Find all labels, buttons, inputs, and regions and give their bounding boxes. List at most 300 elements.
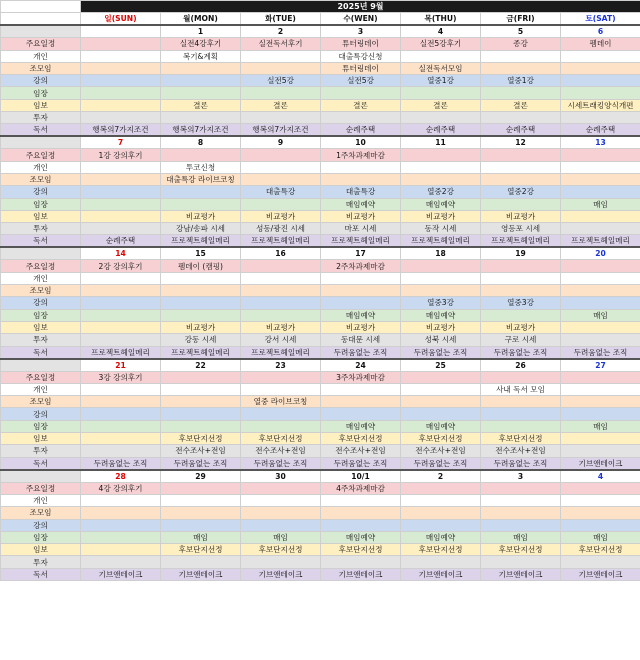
schedule-cell[interactable]: [481, 50, 561, 62]
schedule-cell[interactable]: [321, 408, 401, 420]
schedule-cell[interactable]: [81, 50, 161, 62]
schedule-cell[interactable]: [481, 494, 561, 506]
row-label-reading[interactable]: 독서: [1, 457, 81, 470]
schedule-cell[interactable]: 기브앤테이크: [561, 568, 640, 580]
schedule-cell[interactable]: 강서 시세: [241, 334, 321, 346]
schedule-cell[interactable]: 실전5강: [241, 75, 321, 87]
date-cell[interactable]: 25: [401, 359, 481, 372]
schedule-cell[interactable]: 동대문 시세: [321, 334, 401, 346]
schedule-cell[interactable]: 매임: [161, 531, 241, 543]
schedule-cell[interactable]: [561, 408, 640, 420]
schedule-cell[interactable]: 두려움없는 조직: [401, 346, 481, 359]
date-cell[interactable]: 23: [241, 359, 321, 372]
schedule-cell[interactable]: 복기&계획: [161, 50, 241, 62]
schedule-cell[interactable]: [81, 445, 161, 457]
schedule-cell[interactable]: [241, 50, 321, 62]
date-cell[interactable]: 10/1: [321, 470, 401, 483]
schedule-cell[interactable]: [481, 260, 561, 272]
schedule-cell[interactable]: [561, 210, 640, 222]
schedule-cell[interactable]: 후보단지선정: [481, 544, 561, 556]
schedule-cell[interactable]: 3주차과제마감: [321, 371, 401, 383]
schedule-cell[interactable]: [81, 383, 161, 395]
row-label-imjang[interactable]: 임장: [1, 198, 81, 210]
schedule-cell[interactable]: 기브앤테이크: [161, 568, 241, 580]
row-label-reading[interactable]: 독서: [1, 568, 81, 580]
date-cell[interactable]: 21: [81, 359, 161, 372]
schedule-cell[interactable]: [401, 112, 481, 124]
schedule-cell[interactable]: 결론: [241, 99, 321, 111]
schedule-cell[interactable]: [241, 112, 321, 124]
schedule-cell[interactable]: [561, 396, 640, 408]
schedule-cell[interactable]: [481, 149, 561, 161]
date-cell[interactable]: 22: [161, 359, 241, 372]
schedule-cell[interactable]: [401, 383, 481, 395]
schedule-cell[interactable]: 비교평가: [321, 321, 401, 333]
date-cell[interactable]: 2: [241, 25, 321, 38]
row-label-lecture[interactable]: 강의: [1, 408, 81, 420]
schedule-cell[interactable]: 매임예약: [321, 198, 401, 210]
schedule-cell[interactable]: [401, 556, 481, 568]
schedule-cell[interactable]: [321, 396, 401, 408]
schedule-cell[interactable]: [81, 99, 161, 111]
schedule-cell[interactable]: 펨데이: [561, 38, 640, 50]
date-cell[interactable]: 9: [241, 136, 321, 149]
schedule-cell[interactable]: 비교평가: [161, 321, 241, 333]
schedule-cell[interactable]: 3강 강의후기: [81, 371, 161, 383]
schedule-cell[interactable]: [81, 408, 161, 420]
schedule-cell[interactable]: 열중2강: [481, 186, 561, 198]
schedule-cell[interactable]: [161, 309, 241, 321]
schedule-cell[interactable]: [321, 519, 401, 531]
schedule-cell[interactable]: [321, 507, 401, 519]
schedule-cell[interactable]: 매임예약: [401, 531, 481, 543]
schedule-cell[interactable]: 마포 시세: [321, 223, 401, 235]
row-label-invest[interactable]: 투자: [1, 112, 81, 124]
schedule-cell[interactable]: [161, 87, 241, 99]
date-cell[interactable]: 16: [241, 247, 321, 260]
schedule-cell[interactable]: 열중1강: [481, 75, 561, 87]
schedule-cell[interactable]: [241, 297, 321, 309]
schedule-cell[interactable]: 4강 강의후기: [81, 482, 161, 494]
row-label-reading[interactable]: 독서: [1, 124, 81, 137]
schedule-cell[interactable]: 동작 시세: [401, 223, 481, 235]
date-cell[interactable]: 6: [561, 25, 640, 38]
schedule-cell[interactable]: 프로젝트헤일메리: [81, 346, 161, 359]
schedule-cell[interactable]: [321, 383, 401, 395]
schedule-cell[interactable]: [481, 173, 561, 185]
schedule-cell[interactable]: 두려움없는 조직: [161, 457, 241, 470]
schedule-cell[interactable]: [241, 408, 321, 420]
schedule-cell[interactable]: [561, 186, 640, 198]
schedule-cell[interactable]: [161, 297, 241, 309]
date-cell[interactable]: 11: [401, 136, 481, 149]
schedule-cell[interactable]: [561, 556, 640, 568]
schedule-cell[interactable]: 프로젝트헤일메리: [161, 235, 241, 248]
schedule-cell[interactable]: 강동 시세: [161, 334, 241, 346]
schedule-cell[interactable]: [561, 445, 640, 457]
schedule-cell[interactable]: 열중 라이브코칭: [241, 396, 321, 408]
schedule-cell[interactable]: 2주차과제마감: [321, 260, 401, 272]
schedule-cell[interactable]: [241, 198, 321, 210]
schedule-cell[interactable]: 순례주택: [561, 124, 640, 137]
schedule-cell[interactable]: [161, 383, 241, 395]
schedule-cell[interactable]: [561, 161, 640, 173]
row-label-main[interactable]: 주요일정: [1, 149, 81, 161]
row-label-imjang[interactable]: 임장: [1, 87, 81, 99]
schedule-cell[interactable]: 후보단지선정: [401, 433, 481, 445]
schedule-cell[interactable]: [161, 75, 241, 87]
row-label-personal[interactable]: 개인: [1, 50, 81, 62]
schedule-cell[interactable]: 구로 시세: [481, 334, 561, 346]
schedule-cell[interactable]: [241, 482, 321, 494]
schedule-cell[interactable]: [81, 321, 161, 333]
schedule-cell[interactable]: [161, 272, 241, 284]
schedule-cell[interactable]: [561, 223, 640, 235]
schedule-cell[interactable]: [241, 494, 321, 506]
weekday-header-0[interactable]: 일(SUN): [81, 13, 161, 26]
schedule-cell[interactable]: 전수조사+전임: [401, 445, 481, 457]
schedule-cell[interactable]: [561, 173, 640, 185]
schedule-cell[interactable]: 매임예약: [401, 309, 481, 321]
schedule-cell[interactable]: [81, 556, 161, 568]
date-cell[interactable]: 29: [161, 470, 241, 483]
page-title[interactable]: 2025년 9월: [81, 1, 640, 13]
schedule-cell[interactable]: 두려움없는 조직: [321, 457, 401, 470]
schedule-cell[interactable]: [401, 396, 481, 408]
schedule-cell[interactable]: 기브앤테이크: [561, 457, 640, 470]
row-label-imbo[interactable]: 임보: [1, 544, 81, 556]
schedule-cell[interactable]: 펨데이 (캠핑): [161, 260, 241, 272]
date-cell[interactable]: 27: [561, 359, 640, 372]
row-label-imjang[interactable]: 임장: [1, 420, 81, 432]
schedule-cell[interactable]: 두려움없는 조직: [481, 457, 561, 470]
schedule-cell[interactable]: [241, 272, 321, 284]
title-corner-cell[interactable]: [1, 1, 81, 13]
date-cell[interactable]: 18: [401, 247, 481, 260]
weekday-header-4[interactable]: 목(THU): [401, 13, 481, 26]
schedule-cell[interactable]: [481, 87, 561, 99]
row-label-invest[interactable]: 투자: [1, 445, 81, 457]
schedule-cell[interactable]: [401, 408, 481, 420]
schedule-cell[interactable]: [161, 186, 241, 198]
schedule-cell[interactable]: 매임예약: [401, 198, 481, 210]
weekday-header-6[interactable]: 토(SAT): [561, 13, 640, 26]
date-cell[interactable]: 13: [561, 136, 640, 149]
row-label-morning[interactable]: 조모임: [1, 507, 81, 519]
schedule-cell[interactable]: 결론: [401, 99, 481, 111]
schedule-cell[interactable]: [81, 507, 161, 519]
schedule-cell[interactable]: 전수조사+전임: [321, 445, 401, 457]
schedule-cell[interactable]: 매임예약: [321, 309, 401, 321]
schedule-cell[interactable]: 프로젝트헤일메리: [481, 235, 561, 248]
schedule-cell[interactable]: 실전독서후기: [241, 38, 321, 50]
schedule-cell[interactable]: 대출특강: [321, 186, 401, 198]
schedule-cell[interactable]: [321, 285, 401, 297]
schedule-cell[interactable]: [561, 321, 640, 333]
date-row-corner[interactable]: [1, 359, 81, 372]
schedule-cell[interactable]: [561, 507, 640, 519]
schedule-cell[interactable]: 매임: [561, 531, 640, 543]
schedule-cell[interactable]: [401, 50, 481, 62]
schedule-cell[interactable]: 1주차과제마감: [321, 149, 401, 161]
schedule-cell[interactable]: 비교평가: [481, 210, 561, 222]
date-cell[interactable]: 28: [81, 470, 161, 483]
schedule-cell[interactable]: 후보단지선정: [321, 544, 401, 556]
schedule-cell[interactable]: [561, 371, 640, 383]
schedule-cell[interactable]: [561, 87, 640, 99]
row-label-lecture[interactable]: 강의: [1, 297, 81, 309]
schedule-cell[interactable]: 2강 강의후기: [81, 260, 161, 272]
schedule-cell[interactable]: [401, 482, 481, 494]
date-row-corner[interactable]: [1, 136, 81, 149]
schedule-cell[interactable]: 행복의7가지조건: [241, 124, 321, 137]
schedule-cell[interactable]: [81, 285, 161, 297]
schedule-cell[interactable]: [401, 272, 481, 284]
date-cell[interactable]: 12: [481, 136, 561, 149]
schedule-cell[interactable]: 두려움없는 조직: [481, 346, 561, 359]
row-label-morning[interactable]: 조모임: [1, 396, 81, 408]
date-cell[interactable]: 10: [321, 136, 401, 149]
weekday-header-1[interactable]: 월(MON): [161, 13, 241, 26]
schedule-cell[interactable]: 매임: [561, 198, 640, 210]
schedule-cell[interactable]: 비교평가: [481, 321, 561, 333]
row-label-reading[interactable]: 독서: [1, 346, 81, 359]
schedule-cell[interactable]: 전수조사+전임: [481, 445, 561, 457]
date-cell[interactable]: 4: [401, 25, 481, 38]
schedule-cell[interactable]: 결론: [161, 99, 241, 111]
schedule-cell[interactable]: 대출특강: [241, 186, 321, 198]
schedule-cell[interactable]: [241, 87, 321, 99]
date-cell[interactable]: 2: [401, 470, 481, 483]
schedule-cell[interactable]: [161, 494, 241, 506]
schedule-cell[interactable]: [161, 149, 241, 161]
row-label-personal[interactable]: 개인: [1, 383, 81, 395]
schedule-cell[interactable]: 튜터링데이: [321, 38, 401, 50]
schedule-cell[interactable]: 두려움없는 조직: [561, 346, 640, 359]
schedule-cell[interactable]: [481, 519, 561, 531]
schedule-cell[interactable]: [81, 112, 161, 124]
schedule-cell[interactable]: 매임: [481, 531, 561, 543]
row-label-imjang[interactable]: 임장: [1, 309, 81, 321]
date-cell[interactable]: 26: [481, 359, 561, 372]
schedule-cell[interactable]: [561, 149, 640, 161]
schedule-cell[interactable]: [401, 519, 481, 531]
schedule-cell[interactable]: [81, 161, 161, 173]
schedule-cell[interactable]: [481, 198, 561, 210]
date-cell[interactable]: 1: [161, 25, 241, 38]
schedule-cell[interactable]: [241, 149, 321, 161]
date-row-corner[interactable]: [1, 247, 81, 260]
schedule-cell[interactable]: [81, 420, 161, 432]
schedule-cell[interactable]: [241, 519, 321, 531]
schedule-cell[interactable]: [161, 396, 241, 408]
schedule-cell[interactable]: 순례주택: [321, 124, 401, 137]
schedule-cell[interactable]: 열중3강: [401, 297, 481, 309]
schedule-cell[interactable]: 비교평가: [161, 210, 241, 222]
schedule-cell[interactable]: 비교평가: [321, 210, 401, 222]
date-cell[interactable]: 7: [81, 136, 161, 149]
schedule-cell[interactable]: [81, 75, 161, 87]
row-label-imbo[interactable]: 임보: [1, 433, 81, 445]
date-cell[interactable]: 20: [561, 247, 640, 260]
schedule-cell[interactable]: 매임예약: [321, 531, 401, 543]
schedule-cell[interactable]: [401, 149, 481, 161]
date-cell[interactable]: 19: [481, 247, 561, 260]
schedule-cell[interactable]: [81, 494, 161, 506]
schedule-cell[interactable]: [81, 309, 161, 321]
schedule-cell[interactable]: 비교평가: [401, 321, 481, 333]
schedule-cell[interactable]: [561, 112, 640, 124]
schedule-cell[interactable]: [241, 556, 321, 568]
schedule-cell[interactable]: [481, 420, 561, 432]
schedule-cell[interactable]: 실전5강후기: [401, 38, 481, 50]
schedule-cell[interactable]: [161, 112, 241, 124]
schedule-cell[interactable]: [481, 371, 561, 383]
schedule-cell[interactable]: 대출특강신청: [321, 50, 401, 62]
weekday-header-5[interactable]: 금(FRI): [481, 13, 561, 26]
schedule-cell[interactable]: 두려움없는 조직: [81, 457, 161, 470]
row-label-personal[interactable]: 개인: [1, 161, 81, 173]
schedule-cell[interactable]: 사내 독서 모임: [481, 383, 561, 395]
schedule-cell[interactable]: [241, 507, 321, 519]
date-cell[interactable]: 8: [161, 136, 241, 149]
schedule-cell[interactable]: [81, 433, 161, 445]
row-label-lecture[interactable]: 강의: [1, 75, 81, 87]
schedule-cell[interactable]: [81, 173, 161, 185]
schedule-cell[interactable]: 튜터링데이: [321, 62, 401, 74]
schedule-cell[interactable]: [161, 408, 241, 420]
schedule-cell[interactable]: [481, 309, 561, 321]
schedule-cell[interactable]: [81, 198, 161, 210]
schedule-cell[interactable]: 프로젝트헤일메리: [161, 346, 241, 359]
schedule-cell[interactable]: 프로젝트헤일메리: [561, 235, 640, 248]
row-label-imbo[interactable]: 임보: [1, 210, 81, 222]
schedule-cell[interactable]: [81, 396, 161, 408]
schedule-cell[interactable]: 두려움없는 조직: [241, 457, 321, 470]
schedule-cell[interactable]: 비교평가: [401, 210, 481, 222]
schedule-cell[interactable]: [241, 420, 321, 432]
schedule-cell[interactable]: [401, 285, 481, 297]
schedule-cell[interactable]: 비교평가: [241, 210, 321, 222]
schedule-cell[interactable]: [81, 544, 161, 556]
weekday-header-3[interactable]: 수(WEN): [321, 13, 401, 26]
row-label-main[interactable]: 주요일정: [1, 371, 81, 383]
schedule-cell[interactable]: [481, 482, 561, 494]
schedule-cell[interactable]: 후보단지선정: [401, 544, 481, 556]
schedule-cell[interactable]: [81, 223, 161, 235]
schedule-cell[interactable]: [401, 87, 481, 99]
schedule-cell[interactable]: [81, 62, 161, 74]
date-cell[interactable]: 24: [321, 359, 401, 372]
date-cell[interactable]: 14: [81, 247, 161, 260]
schedule-cell[interactable]: [321, 161, 401, 173]
schedule-cell[interactable]: [81, 186, 161, 198]
row-label-reading[interactable]: 독서: [1, 235, 81, 248]
schedule-cell[interactable]: [481, 161, 561, 173]
row-label-personal[interactable]: 개인: [1, 272, 81, 284]
row-label-lecture[interactable]: 강의: [1, 186, 81, 198]
schedule-cell[interactable]: 시세트래킹양식개편: [561, 99, 640, 111]
schedule-cell[interactable]: [321, 494, 401, 506]
schedule-cell[interactable]: 열중1강: [401, 75, 481, 87]
schedule-cell[interactable]: [161, 371, 241, 383]
date-row-corner[interactable]: [1, 470, 81, 483]
schedule-cell[interactable]: 기브앤테이크: [401, 568, 481, 580]
schedule-cell[interactable]: [481, 408, 561, 420]
date-row-corner[interactable]: [1, 25, 81, 38]
row-label-imbo[interactable]: 임보: [1, 99, 81, 111]
schedule-cell[interactable]: 매임: [561, 420, 640, 432]
schedule-cell[interactable]: [161, 519, 241, 531]
schedule-cell[interactable]: 두려움없는 조직: [321, 346, 401, 359]
schedule-cell[interactable]: 실전독서모임: [401, 62, 481, 74]
schedule-cell[interactable]: 4주차과제마감: [321, 482, 401, 494]
schedule-cell[interactable]: [561, 334, 640, 346]
schedule-cell[interactable]: [81, 334, 161, 346]
schedule-cell[interactable]: [561, 260, 640, 272]
schedule-cell[interactable]: [561, 383, 640, 395]
schedule-cell[interactable]: [481, 112, 561, 124]
schedule-cell[interactable]: [161, 285, 241, 297]
schedule-cell[interactable]: [241, 371, 321, 383]
schedule-cell[interactable]: [241, 260, 321, 272]
date-cell[interactable]: 30: [241, 470, 321, 483]
schedule-cell[interactable]: [481, 556, 561, 568]
schedule-cell[interactable]: 성동/광진 시세: [241, 223, 321, 235]
schedule-cell[interactable]: [481, 285, 561, 297]
schedule-cell[interactable]: 프로젝트헤일메리: [321, 235, 401, 248]
date-cell[interactable]: [81, 25, 161, 38]
schedule-cell[interactable]: [81, 519, 161, 531]
schedule-cell[interactable]: 실전4강후기: [161, 38, 241, 50]
row-label-morning[interactable]: 조모임: [1, 285, 81, 297]
row-label-morning[interactable]: 조모임: [1, 173, 81, 185]
schedule-cell[interactable]: 후보단지선정: [241, 544, 321, 556]
schedule-cell[interactable]: 프로젝트헤일메리: [401, 235, 481, 248]
schedule-cell[interactable]: 종강: [481, 38, 561, 50]
date-cell[interactable]: 5: [481, 25, 561, 38]
schedule-cell[interactable]: [241, 309, 321, 321]
schedule-cell[interactable]: [401, 371, 481, 383]
weekday-header-2[interactable]: 화(TUE): [241, 13, 321, 26]
schedule-cell[interactable]: [81, 531, 161, 543]
schedule-cell[interactable]: 열중2강: [401, 186, 481, 198]
schedule-cell[interactable]: [401, 161, 481, 173]
row-label-main[interactable]: 주요일정: [1, 38, 81, 50]
schedule-cell[interactable]: [561, 433, 640, 445]
schedule-cell[interactable]: [401, 494, 481, 506]
schedule-cell[interactable]: 행복의7가지조건: [81, 124, 161, 137]
schedule-cell[interactable]: [321, 173, 401, 185]
schedule-cell[interactable]: [81, 87, 161, 99]
schedule-cell[interactable]: 열중3강: [481, 297, 561, 309]
schedule-cell[interactable]: [161, 507, 241, 519]
schedule-cell[interactable]: 결론: [321, 99, 401, 111]
schedule-cell[interactable]: 영등포 시세: [481, 223, 561, 235]
schedule-cell[interactable]: [161, 556, 241, 568]
schedule-cell[interactable]: [401, 173, 481, 185]
schedule-cell[interactable]: [481, 507, 561, 519]
schedule-cell[interactable]: [161, 198, 241, 210]
schedule-cell[interactable]: [481, 396, 561, 408]
schedule-cell[interactable]: [161, 420, 241, 432]
schedule-cell[interactable]: [241, 383, 321, 395]
schedule-cell[interactable]: 프로젝트헤일메리: [241, 235, 321, 248]
row-label-imbo[interactable]: 임보: [1, 321, 81, 333]
schedule-cell[interactable]: [321, 87, 401, 99]
date-cell[interactable]: 3: [481, 470, 561, 483]
schedule-cell[interactable]: [81, 38, 161, 50]
